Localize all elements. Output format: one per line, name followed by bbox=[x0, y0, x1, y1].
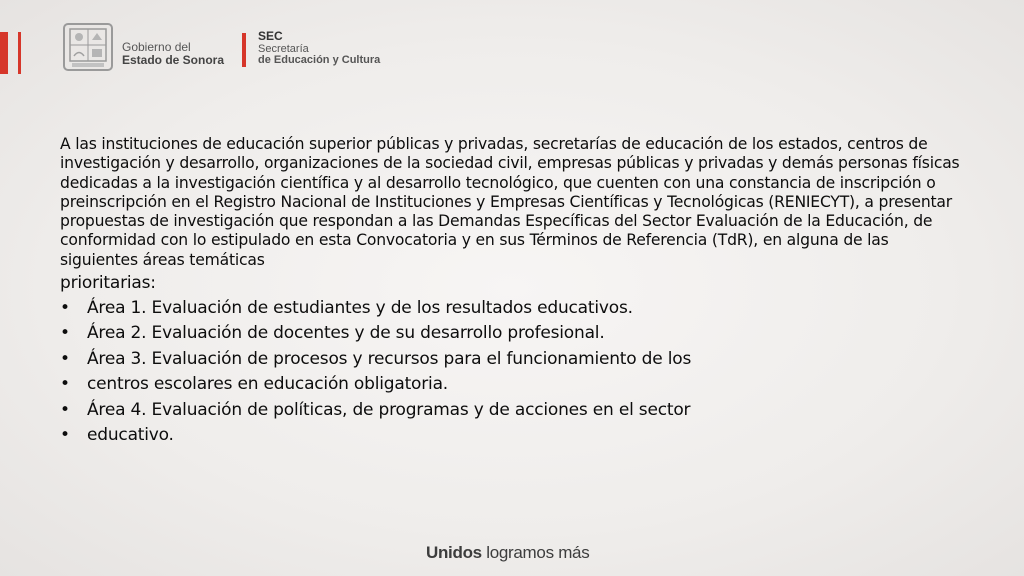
intro-paragraph-end: prioritarias: bbox=[60, 273, 156, 294]
list-item-text: Área 3. Evaluación de procesos y recursos para el funcionamiento de los bbox=[87, 348, 692, 369]
sec-logo-text bbox=[258, 31, 380, 66]
government-line-2: Estado de Sonora bbox=[122, 53, 225, 67]
sec-abbreviation: SEC bbox=[258, 29, 283, 43]
bullet-icon: • bbox=[60, 298, 70, 319]
list-item bbox=[60, 398, 965, 423]
government-logo-text bbox=[122, 41, 224, 67]
list-item-text: Área 1. Evaluación de estudiantes y de los resultados educativos. bbox=[87, 298, 633, 319]
slide-content bbox=[60, 135, 965, 449]
sonora-seal-icon bbox=[62, 22, 114, 72]
sec-line-2: de Educación y Cultura bbox=[258, 54, 381, 66]
bullet-icon: • bbox=[60, 323, 70, 344]
sec-divider bbox=[242, 33, 246, 67]
sec-line-1: Secretaría bbox=[258, 43, 309, 55]
list-item bbox=[60, 372, 965, 397]
red-accent-bar bbox=[0, 32, 8, 74]
bullet-icon: • bbox=[60, 348, 70, 369]
slogan-rest: logramos más bbox=[486, 543, 590, 562]
footer-slogan bbox=[426, 543, 589, 563]
slogan-bold: Unidos bbox=[426, 543, 482, 562]
bullet-icon: • bbox=[60, 399, 70, 420]
list-item bbox=[60, 321, 965, 346]
list-item bbox=[60, 347, 965, 372]
list-item bbox=[60, 296, 965, 321]
list-item-text: centros escolares en educación obligatoria. bbox=[87, 374, 448, 395]
list-item-text: Área 2. Evaluación de docentes y de su desarrollo profesional. bbox=[87, 323, 605, 344]
bullet-icon: • bbox=[60, 374, 70, 395]
bullet-icon: • bbox=[60, 425, 70, 446]
red-accent-line bbox=[18, 32, 21, 74]
government-line-1: Gobierno del bbox=[122, 40, 191, 54]
list-item-text: educativo. bbox=[87, 425, 174, 446]
intro-paragraph: A las instituciones de educación superior públicas y privadas, secretarías de educación de los estados, centros de investigación y desarrollo, organizaciones de la sociedad civil, empresas públicas y privadas y demás personas físicas dedicadas a la investigación científica y al desarrollo tecnológico, que cuenten con una constancia de inscripción o preinscripción en el Registro Nacional de Instituciones y Empresas Científicas y Tecnológicas (RENIECYT), a presentar propuestas de investigación que respondan a las Demandas Específicas del Sector Evaluación de la Educación, de conformidad con lo estipulado en esta Convocatoria y en sus Términos de Referencia (TdR), en alguna de las siguientes áreas temáticas bbox=[60, 135, 960, 269]
thematic-areas-list bbox=[60, 296, 965, 448]
list-item bbox=[60, 423, 965, 448]
list-item-text: Área 4. Evaluación de políticas, de programas y de acciones en el sector bbox=[87, 399, 691, 420]
